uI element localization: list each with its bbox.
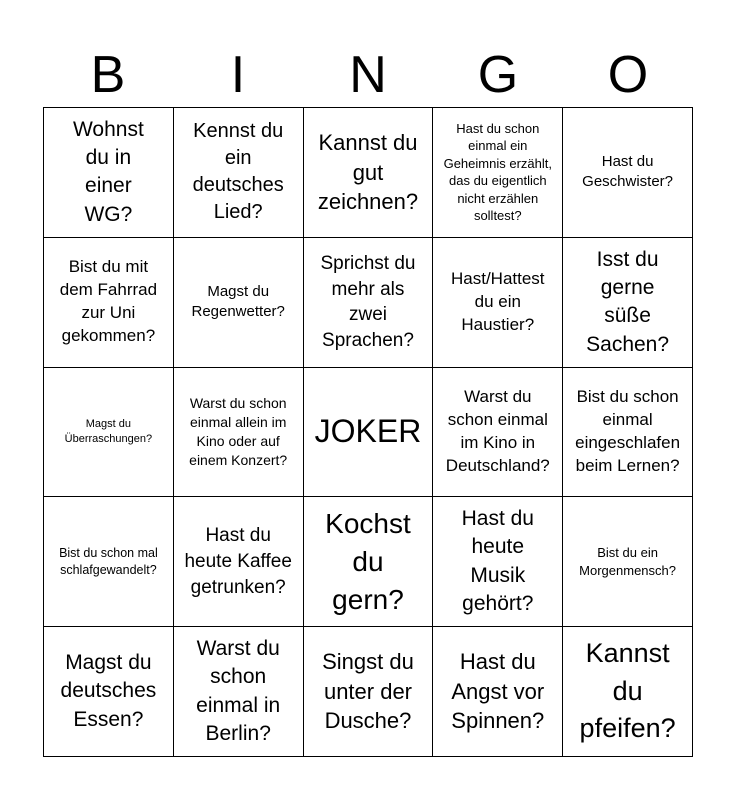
bingo-cell[interactable] xyxy=(563,108,693,238)
cell-text: Isst du gerne süße Sachen? xyxy=(586,247,670,356)
bingo-cell[interactable] xyxy=(563,238,693,368)
cell-text: Warst du schon einmal in Berlin? xyxy=(196,636,281,745)
cell-text: Bist du ein Morgenmensch? xyxy=(579,545,676,578)
header-letter-b: B xyxy=(90,46,126,104)
bingo-cell[interactable] xyxy=(433,238,563,368)
cell-text: Hast du heute Kaffee getrunken? xyxy=(184,525,292,598)
cell-text: Kochst du gern? xyxy=(325,508,411,615)
bingo-cell[interactable] xyxy=(174,238,304,368)
cell-text: Hast du schon einmal ein Geheimnis erzählt, das du eigentlich nicht erzählen solltest? xyxy=(443,120,552,224)
cell-text: Kannst du pfeifen? xyxy=(579,637,676,744)
cell-text: Warst du schon einmal allein im Kino oder auf einem Konzert? xyxy=(189,395,288,468)
cell-text: Kennst du ein deutsches Lied? xyxy=(192,120,284,224)
header-letter-g: G xyxy=(477,46,519,104)
header-letter-i: I xyxy=(230,46,246,104)
cell-text: Hast du Geschwister? xyxy=(582,153,674,191)
bingo-cell[interactable] xyxy=(433,497,563,627)
bingo-cell[interactable] xyxy=(174,497,304,627)
bingo-cell[interactable] xyxy=(304,627,434,757)
bingo-cell[interactable] xyxy=(304,108,434,238)
bingo-cell[interactable] xyxy=(44,108,174,238)
header-letter-n: N xyxy=(349,46,387,104)
bingo-cell[interactable] xyxy=(174,627,304,757)
cell-text: Hast du heute Musik gehört? xyxy=(461,507,534,616)
cell-text: Sprichst du mehr als zwei Sprachen? xyxy=(320,252,416,351)
bingo-cell[interactable] xyxy=(44,238,174,368)
bingo-cell[interactable] xyxy=(44,368,174,498)
bingo-cell[interactable] xyxy=(174,368,304,498)
bingo-cell[interactable] xyxy=(174,108,304,238)
cell-text: Hast/Hattest du ein Haustier? xyxy=(451,268,545,334)
cell-text: Hast du Angst vor Spinnen? xyxy=(451,649,545,734)
cell-text: Kannst du gut zeichnen? xyxy=(317,129,419,215)
joker-text: JOKER xyxy=(314,413,422,450)
cell-text: Bist du schon mal schlafgewandelt? xyxy=(59,545,158,577)
bingo-grid xyxy=(43,107,693,757)
bingo-cell[interactable] xyxy=(433,627,563,757)
bingo-cell[interactable] xyxy=(563,368,693,498)
cell-text: Wohnst du in einer WG? xyxy=(72,117,144,226)
bingo-cell[interactable] xyxy=(44,497,174,627)
cell-text: Bist du schon einmal eingeschlafen beim Lernen? xyxy=(575,387,681,475)
cell-text: Warst du schon einmal im Kino in Deutschland? xyxy=(445,387,550,475)
bingo-cell[interactable] xyxy=(304,238,434,368)
cell-text: Magst du Überraschungen? xyxy=(64,418,153,445)
bingo-header xyxy=(43,44,693,106)
bingo-cell[interactable] xyxy=(44,627,174,757)
bingo-cell[interactable] xyxy=(563,627,693,757)
bingo-cell[interactable] xyxy=(304,497,434,627)
bingo-cell[interactable] xyxy=(433,368,563,498)
cell-text: Magst du Regenwetter? xyxy=(191,282,285,321)
bingo-cell[interactable] xyxy=(563,497,693,627)
cell-text: Singst du unter der Dusche? xyxy=(322,649,414,734)
cell-text: Magst du deutsches Essen? xyxy=(60,651,157,731)
bingo-cell[interactable] xyxy=(433,108,563,238)
joker-cell[interactable] xyxy=(304,368,434,498)
cell-text: Bist du mit dem Fahrrad zur Uni gekommen? xyxy=(59,257,158,346)
header-letter-o: O xyxy=(607,46,649,104)
